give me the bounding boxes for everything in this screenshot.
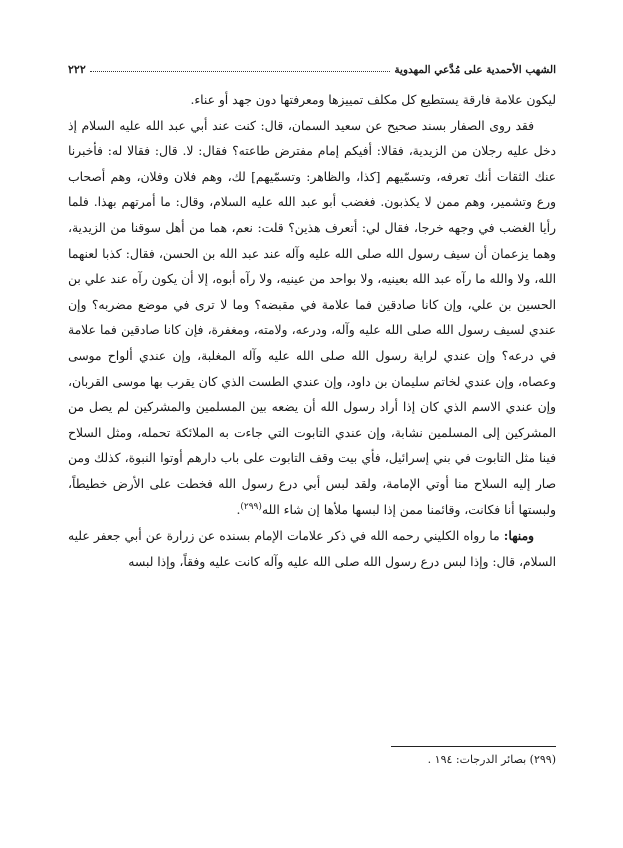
paragraph-3-text: ما رواه الكليني رحمه الله في ذكر علامات الإمام بسنده عن زرارة عن أبي جعفر عليه السلام، قال: وإذا لبس درع رسول الله صلى الله عليه وآله كانت عليه وفقاً، وإذا لبسه [68,529,556,569]
paragraph-1-text: ليكون علامة فارقة يستطيع كل مكلف تمييزها ومعرفتها دون جهد أو عناء. [190,93,556,107]
page-number: ٢٢٢ [68,63,86,76]
paragraph-2-end: . [236,502,241,517]
paragraph-3 [68,523,556,575]
book-page [68,52,556,792]
header-dotted-leader [90,71,391,72]
running-title: الشهب الأحمدية على مُدَّعي المهدوية [394,64,556,76]
paragraph-1 [68,88,556,114]
footnote-divider [391,746,556,747]
footnote: (٢٩٩) بصائر الدرجات: ١٩٤ . [427,753,556,766]
paragraph-2-text: فقد روى الصفار بسند صحيح عن سعيد السمان، قال: كنت عند أبي عبد الله عليه السلام إذ دخل عليه رجلان من الزيدية، فقالا: أفيكم إمام مفترض طاعته؟ فقال: لا. قال: فقالا له: فأخبرنا عنك الثقات أنك تعرفه، وتسمّيهم [كذا، والظاهر: وتسمّيهم] لك، وهم فلان وفلان، وهم أصحاب ورع وتشمير، وهم ممن لا يكذبون. فغضب أبو عبد الله عليه السلام، وقال: ما أمرتهم بهذا. فلما رأيا الغضب في وجهه خرجا، فقال لي: أتعرف هذين؟ قلت: نعم، هما من أهل سوقنا من الزيدية، وهما يزعمان أن سيف رسول الله صلى الله عليه وآله عند عبد الله بن الحسن، فقال: كذبا لعنهما الله، ولا والله ما رآه عبد الله بعينيه، ولا بواحد من عينيه، ولا رآه أبوه، إلا أن يكون رآه عند علي بن الحسين بن علي، وإن كانا صادقين فما علامة في مقبضه؟ وما لا ترى في موضع مضربه؟ وإن عندي لسيف رسول الله صلى الله عليه وآله، ودرعه، ولامته، ومغفرة، فإن كانا صادقين فما علامة في درعه؟ وإن عندي لراية رسول الله صلى الله عليه وآله المغلبة، وإن عندي ألواح موسى وعصاه، وإن عندي لخاتم سليمان بن داود، وإن عندي الطست الذي كان يقرب بها موسى القربان، وإن عندي الاسم الذي كان إذا أراد رسول الله أن يضعه بين المسلمين والمشركين لم يصل من المشركين إلى المسلمين نشابة، وإن عندي التابوت التي جاءت به الملائكة تحمله، ومثل السلاح فينا مثل التابوت في بني إسرائيل، فأي بيت وقف التابوت على باب دارهم أوتوا النبوة، كذلك ومن صار إليه السلاح منا أوتي الإمامة، ولقد لبس أبي درع رسول الله فخطت على الأرض خطيطاً، ولبستها أنا فكانت، وقائمنا ممن إذا لبسها ملأها إن شاء الله [68,118,556,517]
main-text [68,88,556,575]
footnote-reference[interactable]: (٢٩٩) [240,501,262,512]
running-header [68,52,556,76]
paragraph-2 [68,114,556,524]
paragraph-3-lead: ومنها: [503,528,534,544]
